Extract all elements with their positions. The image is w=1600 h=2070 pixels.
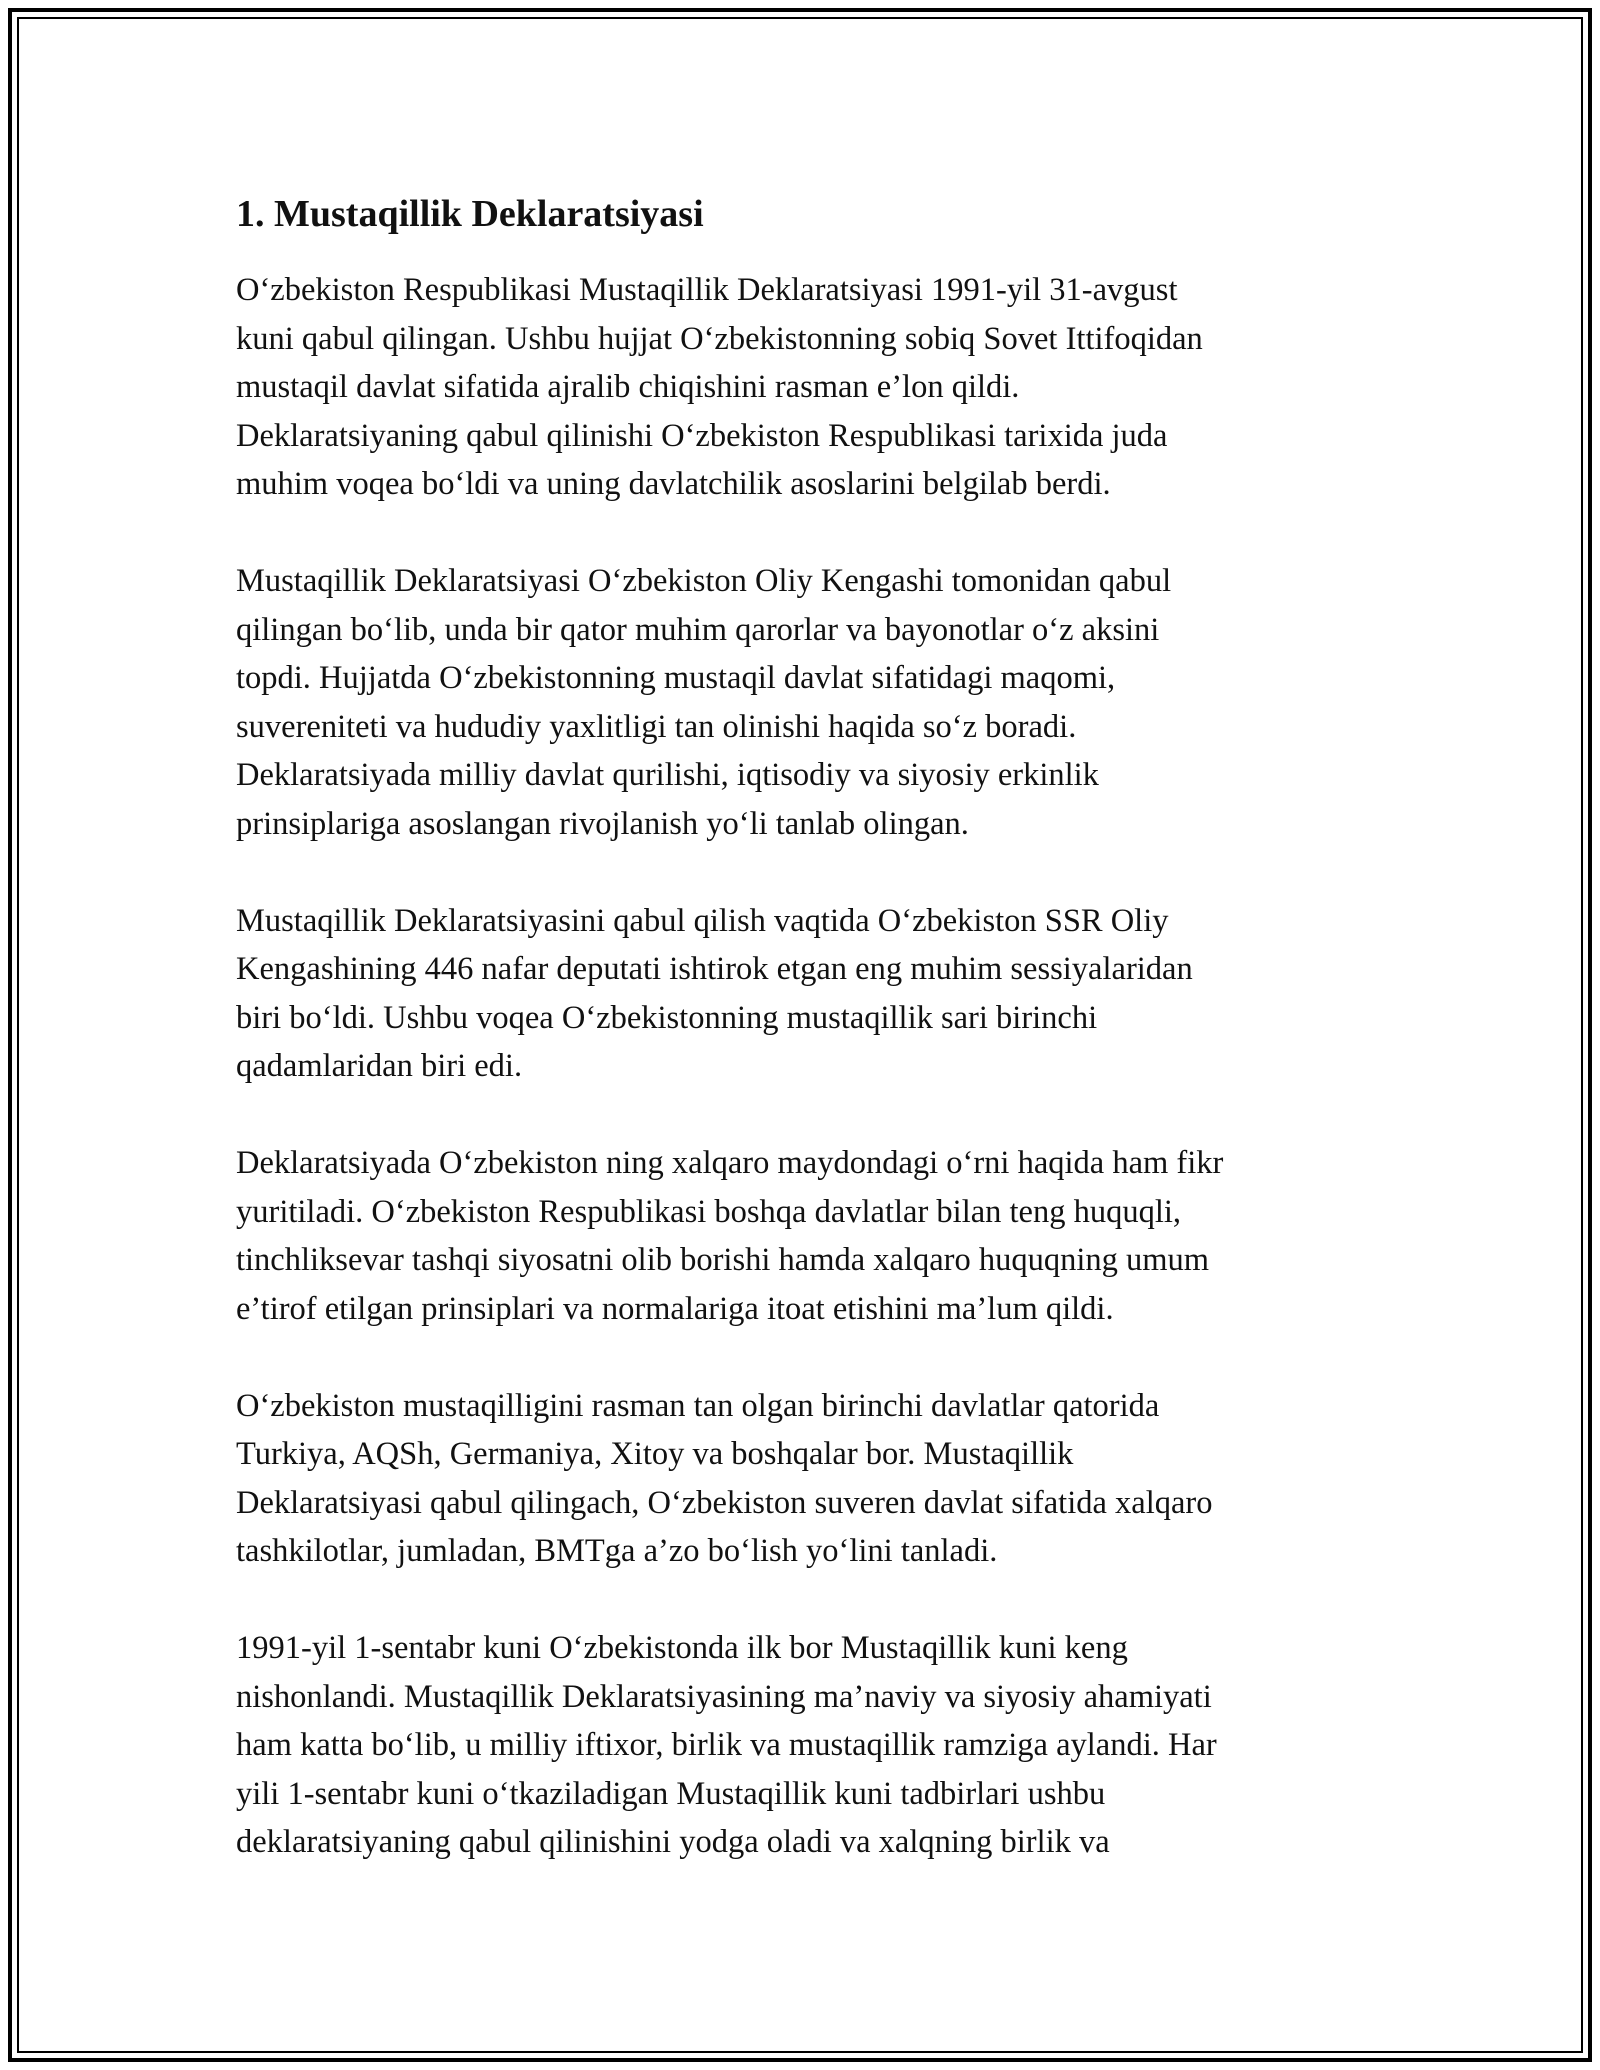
paragraph-line: Deklaratsiyasi qabul qilingach, O‘zbekiston suveren davlat sifatida xalqaro bbox=[236, 1484, 1213, 1521]
paragraph bbox=[236, 897, 1366, 1091]
paragraph-container bbox=[236, 266, 1366, 1867]
paragraph-line: ham katta bo‘lib, u milliy iftixor, birlik va mustaqillik ramziga aylandi. Har bbox=[236, 1727, 1217, 1763]
paragraph-line: nishonlandi. Mustaqillik Deklaratsiyasining ma’naviy va siyosiy ahamiyati bbox=[236, 1678, 1212, 1715]
paragraph-line: tinchliksevar tashqi siyosatni olib borishi hamda xalqaro huquqning umum bbox=[236, 1242, 1210, 1278]
paragraph-line: O‘zbekiston Respublikasi Mustaqillik Deklaratsiyasi 1991-yil 31-avgust bbox=[236, 272, 1178, 308]
paragraph-line: yuritiladi. O‘zbekiston Respublikasi boshqa davlatlar bilan teng huquqli, bbox=[236, 1193, 1182, 1230]
paragraph-line: deklaratsiyaning qabul qilinishini yodga oladi va xalqning birlik va bbox=[236, 1824, 1110, 1860]
paragraph-line: 1991-yil 1-sentabr kuni O‘zbekistonda ilk bor Mustaqillik kuni keng bbox=[236, 1630, 1128, 1666]
paragraph-line: qilingan bo‘lib, unda bir qator muhim qarorlar va bayonotlar o‘z aksini bbox=[236, 611, 1160, 648]
paragraph-line: yili 1-sentabr kuni o‘tkaziladigan Mustaqillik kuni tadbirlari ushbu bbox=[236, 1775, 1106, 1812]
paragraph-line: Deklaratsiyada O‘zbekiston ning xalqaro maydondagi o‘rni haqida ham fikr bbox=[236, 1145, 1224, 1181]
paragraph-line: Deklaratsiyada milliy davlat qurilishi, iqtisodiy va siyosiy erkinlik bbox=[236, 757, 1099, 793]
paragraph-line: kuni qabul qilingan. Ushbu hujjat O‘zbekistonning sobiq Sovet Ittifoqidan bbox=[236, 320, 1203, 357]
paragraph-line: suvereniteti va hududiy yaxlitligi tan olinishi haqida so‘z boradi. bbox=[236, 708, 1077, 745]
paragraph bbox=[236, 1624, 1366, 1867]
paragraph-line: qadamlaridan biri edi. bbox=[236, 1048, 523, 1084]
paragraph bbox=[236, 1139, 1366, 1333]
section-title: 1. Mustaqillik Deklaratsiyasi bbox=[236, 193, 704, 235]
paragraph-line: e’tirof etilgan prinsiplari va normalariga itoat etishini ma’lum qildi. bbox=[236, 1290, 1114, 1327]
paragraph bbox=[236, 266, 1366, 509]
paragraph bbox=[236, 1382, 1366, 1576]
document-body bbox=[236, 190, 1366, 1915]
paragraph-line: tashkilotlar, jumladan, BMTga a’zo bo‘lish yo‘lini tanladi. bbox=[236, 1533, 998, 1569]
paragraph-line: Turkiya, AQSh, Germaniya, Xitoy va boshqalar bor. Mustaqillik bbox=[236, 1436, 1074, 1472]
paragraph bbox=[236, 557, 1366, 848]
paragraph-line: Mustaqillik Deklaratsiyasi O‘zbekiston Oliy Kengashi tomonidan qabul bbox=[236, 563, 1172, 599]
paragraph-line: muhim voqea bo‘ldi va uning davlatchilik asoslarini belgilab berdi. bbox=[236, 466, 1111, 502]
paragraph-line: Kengashining 446 nafar deputati ishtirok etgan eng muhim sessiyalaridan bbox=[236, 951, 1193, 987]
paragraph-line: mustaqil davlat sifatida ajralib chiqishini rasman e’lon qildi. bbox=[236, 369, 1020, 405]
paragraph-line: O‘zbekiston mustaqilligini rasman tan olgan birinchi davlatlar qatorida bbox=[236, 1387, 1160, 1424]
paragraph-line: Deklaratsiyaning qabul qilinishi O‘zbekiston Respublikasi tarixida juda bbox=[236, 417, 1168, 454]
paragraph-line: topdi. Hujjatda O‘zbekistonning mustaqil davlat sifatidagi maqomi, bbox=[236, 660, 1116, 696]
paragraph-line: prinsiplariga asoslangan rivojlanish yo‘li tanlab olingan. bbox=[236, 805, 969, 842]
paragraph-line: Mustaqillik Deklaratsiyasini qabul qilish vaqtida O‘zbekiston SSR Oliy bbox=[236, 902, 1169, 939]
paragraph-line: biri bo‘ldi. Ushbu voqea O‘zbekistonning mustaqillik sari birinchi bbox=[236, 999, 1098, 1036]
